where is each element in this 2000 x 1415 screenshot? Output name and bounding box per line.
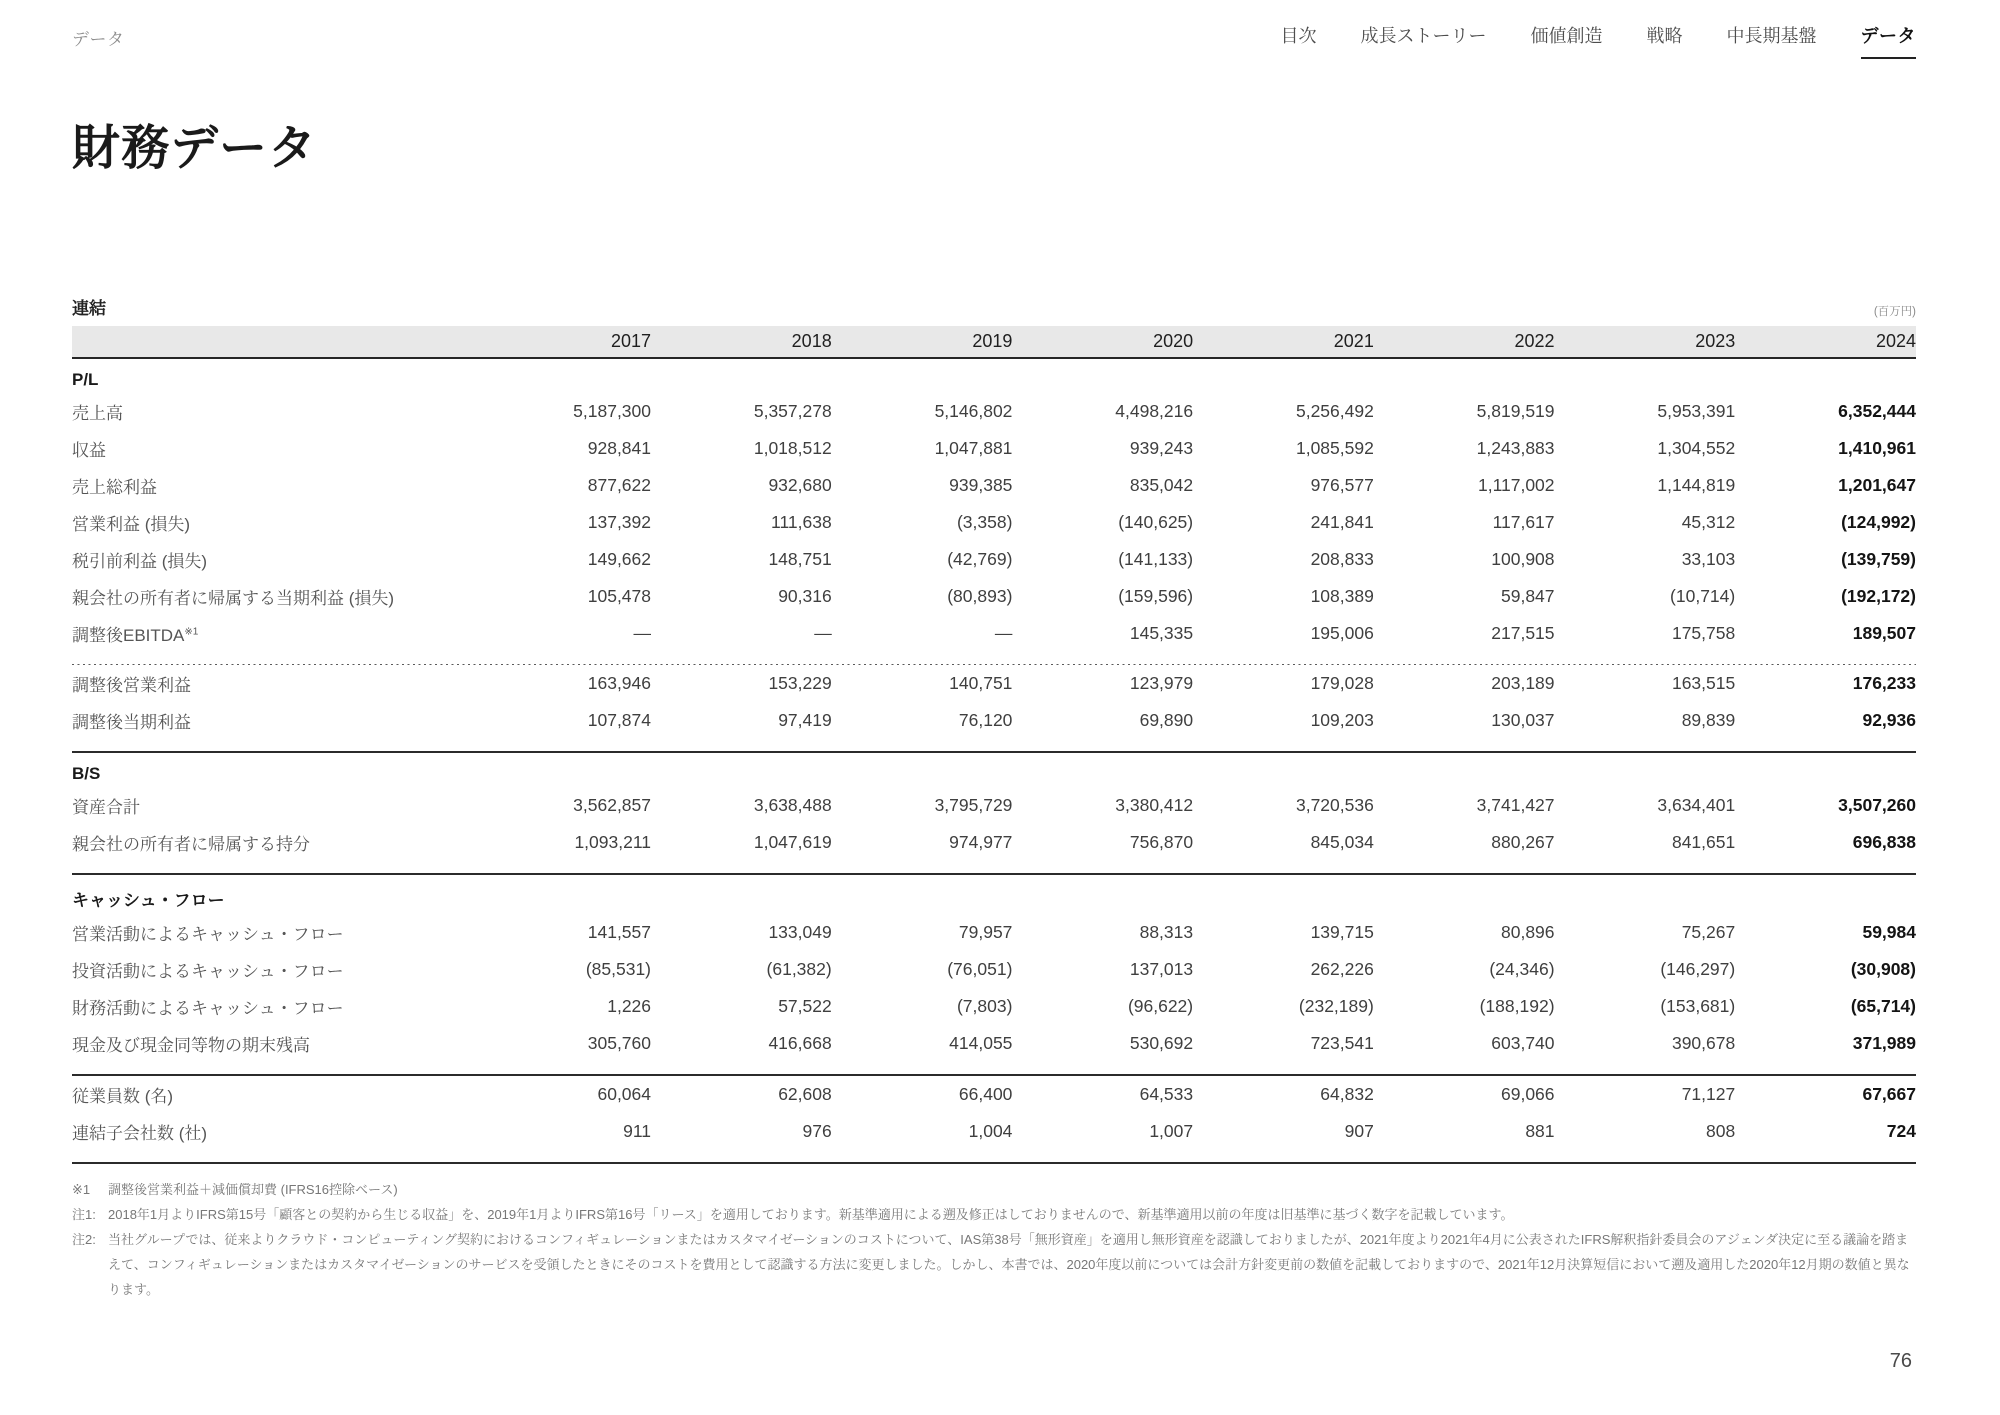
value-cell: 1,144,819 xyxy=(1657,475,1736,495)
separator-line xyxy=(72,1150,1916,1163)
value-cell: (61,382) xyxy=(766,959,832,979)
value-cell: 3,795,729 xyxy=(934,795,1013,815)
value-cell: 1,410,961 xyxy=(1838,438,1916,458)
value-cell: 62,608 xyxy=(778,1084,832,1104)
value-cell: 723,541 xyxy=(1310,1033,1374,1053)
value-cell: (65,714) xyxy=(1850,996,1916,1016)
value-cell: 139,715 xyxy=(1310,922,1374,942)
value-cell: 3,634,401 xyxy=(1657,795,1736,815)
row-label: 売上総利益 xyxy=(72,478,157,497)
value-cell: (24,346) xyxy=(1489,959,1555,979)
value-cell: 66,400 xyxy=(958,1084,1013,1104)
value-cell: 724 xyxy=(1886,1121,1916,1141)
value-cell: 117,617 xyxy=(1492,512,1555,532)
table-row xyxy=(72,951,1916,988)
value-cell: 3,720,536 xyxy=(1295,795,1374,815)
row-separator xyxy=(72,861,1916,874)
value-cell: 79,957 xyxy=(958,922,1013,942)
value-cell: 756,870 xyxy=(1129,832,1194,852)
value-cell: 179,028 xyxy=(1310,673,1374,693)
value-cell: 877,622 xyxy=(587,475,652,495)
value-cell: (76,051) xyxy=(947,959,1013,979)
value-cell: 1,093,211 xyxy=(574,832,652,852)
value-cell: 175,758 xyxy=(1671,623,1736,643)
value-cell: 5,819,519 xyxy=(1476,401,1555,421)
row-label: 資産合計 xyxy=(72,798,140,817)
row-label: 従業員数 (名) xyxy=(72,1087,174,1106)
footnote-marker: ※1 xyxy=(72,1182,91,1197)
value-cell: 123,979 xyxy=(1129,673,1194,693)
value-cell: 140,751 xyxy=(949,673,1013,693)
value-cell: 5,953,391 xyxy=(1657,401,1736,421)
year-column-header: 2022 xyxy=(1374,326,1555,358)
financial-table xyxy=(72,326,1916,1164)
nav-item-strategy[interactable]: 戦略 xyxy=(1646,26,1683,46)
value-cell: 974,977 xyxy=(949,832,1013,852)
value-cell: 911 xyxy=(623,1121,652,1141)
value-cell: 3,638,488 xyxy=(753,795,832,815)
row-label: 親会社の所有者に帰属する持分 xyxy=(72,835,310,854)
table-row xyxy=(72,665,1916,702)
year-header-spacer xyxy=(72,326,470,358)
page-number: 76 xyxy=(1889,1350,1912,1372)
value-cell: 176,233 xyxy=(1852,673,1916,693)
value-cell: (96,622) xyxy=(1127,996,1194,1016)
value-cell: (232,189) xyxy=(1298,996,1374,1016)
table-row xyxy=(72,1075,1916,1113)
value-cell: — xyxy=(814,623,832,643)
table-row xyxy=(72,914,1916,951)
value-cell: 109,203 xyxy=(1310,710,1374,730)
value-cell: 208,833 xyxy=(1310,549,1374,569)
value-cell: 108,389 xyxy=(1310,586,1374,606)
value-cell: (159,596) xyxy=(1118,586,1194,606)
value-cell: 137,013 xyxy=(1129,959,1194,979)
row-label: 投資活動によるキャッシュ・フロー xyxy=(72,962,344,981)
value-cell: 976 xyxy=(802,1121,832,1141)
value-cell: 3,507,260 xyxy=(1838,795,1916,815)
value-cell: 148,751 xyxy=(768,549,832,569)
value-cell: (153,681) xyxy=(1660,996,1736,1016)
footnote xyxy=(72,1227,1916,1302)
table-row xyxy=(72,1025,1916,1062)
table-scope-label: 連結 xyxy=(72,299,106,318)
value-cell: (188,192) xyxy=(1479,996,1555,1016)
table-row xyxy=(72,393,1916,430)
value-cell: 153,229 xyxy=(768,673,832,693)
value-cell: 107,874 xyxy=(587,710,652,730)
footnotes xyxy=(72,1177,1916,1302)
nav-item-data[interactable]: データ xyxy=(1861,22,1917,59)
row-label: 調整後EBITDA$^{※1}$ xyxy=(72,626,199,645)
value-cell: 841,651 xyxy=(1671,832,1736,852)
value-cell: 90,316 xyxy=(778,586,832,606)
value-cell: 163,946 xyxy=(587,673,652,693)
value-cell: (139,759) xyxy=(1841,549,1916,569)
footnote-marker: 注1: xyxy=(72,1207,96,1222)
separator-line xyxy=(72,739,1916,752)
value-cell: 64,533 xyxy=(1139,1084,1194,1104)
value-cell: (141,133) xyxy=(1118,549,1194,569)
section-header-row xyxy=(72,752,1916,787)
nav-item-mid-long-term-foundation[interactable]: 中長期基盤 xyxy=(1726,26,1817,46)
value-cell: 5,256,492 xyxy=(1295,401,1374,421)
table-row xyxy=(72,824,1916,861)
year-column-header: 2024 xyxy=(1735,326,1916,358)
value-cell: 3,562,857 xyxy=(573,795,652,815)
year-column-header: 2020 xyxy=(1012,326,1193,358)
value-cell: — xyxy=(633,623,652,643)
table-row xyxy=(72,430,1916,467)
value-cell: 141,557 xyxy=(587,922,652,942)
value-cell: 928,841 xyxy=(587,438,652,458)
value-cell: 45,312 xyxy=(1681,512,1736,532)
value-cell: (124,992) xyxy=(1841,512,1916,532)
value-cell: 880,267 xyxy=(1491,832,1555,852)
value-cell: 105,478 xyxy=(587,586,652,606)
row-label: 現金及び現金同等物の期末残高 xyxy=(72,1036,310,1055)
value-cell: 130,037 xyxy=(1491,710,1555,730)
footnote-ref: ※1 xyxy=(184,626,199,638)
value-cell: (30,908) xyxy=(1850,959,1916,979)
value-cell: (10,714) xyxy=(1670,586,1736,606)
value-cell: 371,989 xyxy=(1852,1033,1916,1053)
value-cell: 59,984 xyxy=(1862,922,1916,942)
value-cell: 71,127 xyxy=(1681,1084,1736,1104)
value-cell: 69,066 xyxy=(1501,1084,1555,1104)
value-cell: 5,187,300 xyxy=(573,401,652,421)
value-cell: (80,893) xyxy=(947,586,1013,606)
row-label: 親会社の所有者に帰属する当期利益 (損失) xyxy=(72,589,395,608)
value-cell: 92,936 xyxy=(1862,710,1916,730)
row-label: 財務活動によるキャッシュ・フロー xyxy=(72,999,344,1018)
table-row xyxy=(72,578,1916,615)
row-separator xyxy=(72,1062,1916,1075)
row-label: 調整後当期利益 xyxy=(72,713,191,732)
value-cell: 203,189 xyxy=(1491,673,1555,693)
value-cell: 416,668 xyxy=(768,1033,832,1053)
value-cell: 100,908 xyxy=(1491,549,1555,569)
value-cell: 1,201,647 xyxy=(1838,475,1916,495)
value-cell: 241,841 xyxy=(1310,512,1374,532)
year-column-header: 2021 xyxy=(1193,326,1374,358)
footnote-text: 2018年1月よりIFRS第15号「顧客との契約から生じる収益」を、2019年1月よりIFRS第16号「リース」を適用しております。新基準適用による遡及修正はしておりませんので、新基準適用以前の年度は旧基準に基づく数字を記載しています。 xyxy=(108,1207,1514,1222)
value-cell: 88,313 xyxy=(1139,922,1194,942)
value-cell: 59,847 xyxy=(1501,586,1555,606)
table-unit-label: (百万円) xyxy=(1873,306,1916,318)
table-row xyxy=(72,467,1916,504)
value-cell: 189,507 xyxy=(1852,623,1916,643)
table-row xyxy=(72,787,1916,824)
value-cell: 1,243,883 xyxy=(1476,438,1555,458)
value-cell: 145,335 xyxy=(1129,623,1194,643)
year-header-row xyxy=(72,326,1916,358)
top-bar xyxy=(72,22,1916,59)
value-cell: 808 xyxy=(1706,1121,1736,1141)
footnote xyxy=(72,1177,1916,1202)
page-title: 財務データ xyxy=(72,122,318,175)
value-cell: 976,577 xyxy=(1310,475,1374,495)
table-row xyxy=(72,615,1916,652)
row-label: 連結子会社数 (社) xyxy=(72,1124,208,1143)
section-header-row xyxy=(72,358,1916,393)
top-nav xyxy=(1281,22,1917,59)
year-column-header: 2018 xyxy=(651,326,832,358)
value-cell: 217,515 xyxy=(1491,623,1555,643)
value-cell: (140,625) xyxy=(1118,512,1194,532)
nav-item-growth-story[interactable]: 成長ストーリー xyxy=(1360,26,1487,46)
value-cell: 390,678 xyxy=(1671,1033,1736,1053)
value-cell: (7,803) xyxy=(956,996,1013,1016)
value-cell: 530,692 xyxy=(1129,1033,1194,1053)
value-cell: 5,357,278 xyxy=(753,401,832,421)
value-cell: 1,007 xyxy=(1149,1121,1194,1141)
value-cell: 414,055 xyxy=(949,1033,1013,1053)
section-header-label: P/L xyxy=(72,370,99,389)
row-separator xyxy=(72,652,1916,665)
value-cell: 64,832 xyxy=(1320,1084,1374,1104)
year-column-header: 2017 xyxy=(470,326,651,358)
row-label: 税引前利益 (損失) xyxy=(72,552,208,571)
footnote-text: 調整後営業利益＋減価償却費 (IFRS16控除ベース) xyxy=(108,1182,398,1197)
value-cell: 845,034 xyxy=(1310,832,1374,852)
value-cell: 60,064 xyxy=(597,1084,652,1104)
value-cell: (146,297) xyxy=(1660,959,1736,979)
value-cell: 1,047,881 xyxy=(934,438,1013,458)
value-cell: 133,049 xyxy=(768,922,832,942)
value-cell: 1,117,002 xyxy=(1477,475,1555,495)
table-row xyxy=(72,541,1916,578)
section-header-row xyxy=(72,874,1916,914)
value-cell: 111,638 xyxy=(771,512,832,532)
value-cell: 149,662 xyxy=(587,549,652,569)
value-cell: 33,103 xyxy=(1681,549,1736,569)
section-header-label: キャッシュ・フロー xyxy=(72,891,225,910)
nav-item-value-creation[interactable]: 価値創造 xyxy=(1530,26,1603,46)
value-cell: (3,358) xyxy=(956,512,1013,532)
row-separator xyxy=(72,739,1916,752)
row-label: 売上高 xyxy=(72,404,123,423)
table-row xyxy=(72,988,1916,1025)
value-cell: 1,004 xyxy=(968,1121,1013,1141)
table-row xyxy=(72,504,1916,541)
section-header-label: B/S xyxy=(72,764,101,783)
value-cell: 80,896 xyxy=(1501,922,1555,942)
footnote xyxy=(72,1202,1916,1227)
value-cell: 163,515 xyxy=(1671,673,1736,693)
separator-line xyxy=(72,861,1916,874)
row-label: 収益 xyxy=(72,441,106,460)
value-cell: 5,146,802 xyxy=(934,401,1013,421)
nav-item-contents[interactable]: 目次 xyxy=(1280,26,1317,46)
separator-line xyxy=(72,652,1916,665)
value-cell: 881 xyxy=(1525,1121,1555,1141)
value-cell: 939,243 xyxy=(1129,438,1194,458)
table-meta xyxy=(72,294,1916,319)
separator-line xyxy=(72,1062,1916,1075)
value-cell: 262,226 xyxy=(1310,959,1374,979)
value-cell: (192,172) xyxy=(1841,586,1916,606)
value-cell: 305,760 xyxy=(587,1033,652,1053)
financial-data-table xyxy=(72,294,1916,1164)
value-cell: (42,769) xyxy=(947,549,1013,569)
value-cell: 57,522 xyxy=(778,996,832,1016)
value-cell: — xyxy=(994,623,1013,643)
row-label: 営業活動によるキャッシュ・フロー xyxy=(72,925,344,944)
value-cell: 67,667 xyxy=(1862,1084,1916,1104)
value-cell: 89,839 xyxy=(1681,710,1736,730)
footnote-marker: 注2: xyxy=(72,1232,96,1247)
year-column-header: 2019 xyxy=(832,326,1013,358)
table-row xyxy=(72,702,1916,739)
value-cell: 696,838 xyxy=(1852,832,1916,852)
row-separator xyxy=(72,1150,1916,1163)
value-cell: 69,890 xyxy=(1139,710,1194,730)
value-cell: 97,419 xyxy=(778,710,832,730)
value-cell: 6,352,444 xyxy=(1838,401,1916,421)
value-cell: 1,047,619 xyxy=(753,832,832,852)
row-label: 営業利益 (損失) xyxy=(72,515,191,534)
value-cell: 76,120 xyxy=(958,710,1013,730)
value-cell: 932,680 xyxy=(768,475,832,495)
value-cell: 1,226 xyxy=(607,996,652,1016)
value-cell: 75,267 xyxy=(1681,922,1736,942)
value-cell: 1,304,552 xyxy=(1657,438,1736,458)
value-cell: 603,740 xyxy=(1491,1033,1555,1053)
row-label: 調整後営業利益 xyxy=(72,676,191,695)
value-cell: 1,085,592 xyxy=(1295,438,1374,458)
year-column-header: 2023 xyxy=(1555,326,1736,358)
footnote-text: 当社グループでは、従来よりクラウド・コンピューティング契約におけるコンフィギュレーションまたはカスタマイゼーションのコストについて、IAS第38号「無形資産」を適用し無形資産を認識しておりましたが、2021年度より2021年4月に公表されたIFRS解釈指針委員会のアジェンダ決定に至る議論を踏まえて、コンフィギュレーションまたはカスタマイゼーションのサービスを受領したときにそのコストを費用として認識する方法に変更しました。しかし、本書では、2020年度以前については会計方針変更前の数値を記載しておりますので、2021年12月決算短信において遡及適用した2020年12月期の数値と異なります。 xyxy=(108,1232,1910,1297)
value-cell: 4,498,216 xyxy=(1115,401,1194,421)
value-cell: 939,385 xyxy=(949,475,1013,495)
table-row xyxy=(72,1113,1916,1150)
value-cell: 835,042 xyxy=(1129,475,1194,495)
value-cell: 1,018,512 xyxy=(753,438,832,458)
value-cell: 3,380,412 xyxy=(1115,795,1194,815)
value-cell: (85,531) xyxy=(585,959,652,979)
value-cell: 907 xyxy=(1344,1121,1374,1141)
value-cell: 195,006 xyxy=(1310,623,1374,643)
section-eyebrow: データ xyxy=(72,30,125,49)
value-cell: 137,392 xyxy=(587,512,652,532)
value-cell: 3,741,427 xyxy=(1476,795,1555,815)
